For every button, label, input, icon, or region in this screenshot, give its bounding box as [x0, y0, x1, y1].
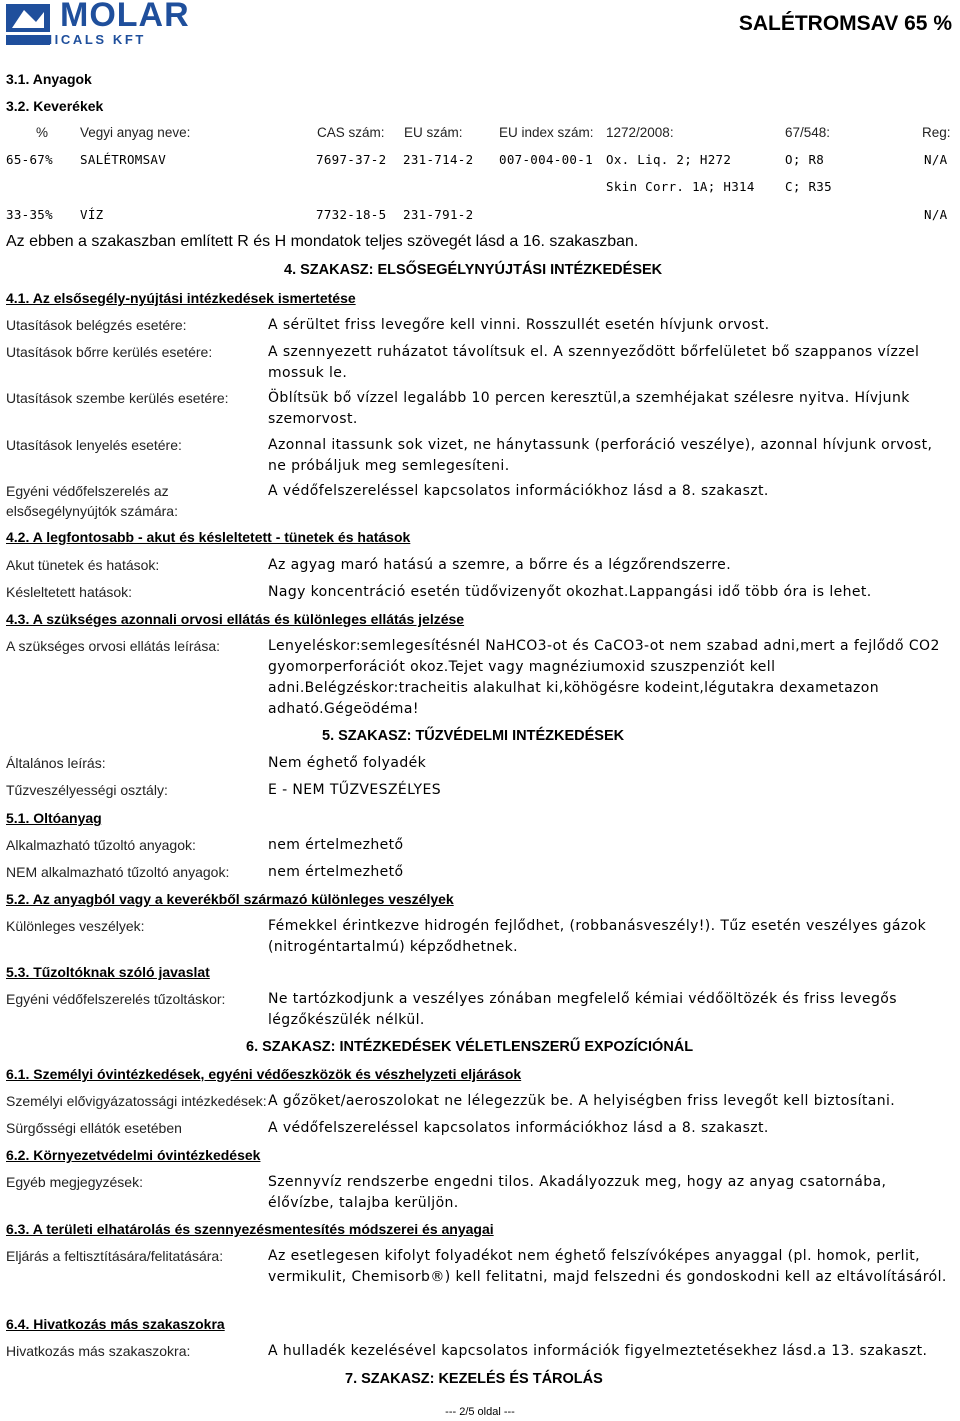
subsection-5-1: 5.1. Oltóanyag: [6, 810, 102, 826]
table-cell: N/A: [924, 152, 948, 167]
subsection-6-2: 6.2. Környezetvédelmi óvintézkedések: [6, 1147, 261, 1163]
table-cell: 7732-18-5: [316, 207, 387, 222]
company-logo: [4, 2, 226, 48]
table-cell: O; R8: [785, 152, 825, 167]
subsection-3-1: 3.1. Anyagok: [6, 71, 92, 87]
subsection-6-1: 6.1. Személyi óvintézkedések, egyéni védőeszközök és vészhelyzeti eljárások: [6, 1066, 522, 1082]
table-header: EU szám:: [404, 125, 463, 140]
first-aider-ppe-label: Egyéni védőfelszerelés az: [6, 483, 169, 499]
subsection-5-2: 5.2. Az anyagból vagy a keverékből származó különleges veszélyek: [6, 891, 454, 907]
eye-contact-value: Öblítsük bő vízzel legalább 10 percen keresztül,a szemhéjakat szélesre nyitva. Hívjunk szemorvost.: [268, 390, 910, 427]
subsection-5-3: 5.3. Tűzoltóknak szóló javaslat: [6, 964, 210, 980]
personal-precautions-value: A gőzöket/aeroszolokat ne lélegezzük be. A helyiségben friss levegőt kell biztosítani.: [268, 1093, 896, 1109]
table-cell: 33-35%: [6, 207, 53, 222]
table-cell: 65-67%: [6, 152, 53, 167]
cleanup-method-value: Az esetlegesen kifolyt folyadékot nem éghető felszívóképes anyaggal (pl. homok, perlit, vermikulit, Chemisorb®) kell felitatni, majd felszedni és gondoskodni kell az eltávolításáról.: [268, 1248, 947, 1285]
medical-care-label: A szükséges orvosi ellátás leírása:: [6, 638, 220, 654]
subsection-3-2: 3.2. Keverékek: [6, 98, 104, 114]
inhalation-label: Utasítások belégzés esetére:: [6, 317, 187, 333]
personal-precautions-label: Személyi elővigyázatossági intézkedések:: [6, 1093, 267, 1109]
section-7-title: 7. SZAKASZ: KEZELÉS ÉS TÁROLÁS: [345, 1371, 603, 1387]
section-16-note: Az ebben a szakaszban említett R és H mondatok teljes szövegét lásd a 16. szakaszban.: [6, 233, 639, 250]
subsection-4-3: 4.3. A szükséges azonnali orvosi ellátás és különleges ellátás jelzése: [6, 611, 465, 627]
acute-effects-value: Az agyag maró hatású a szemre, a bőrre és a légzőrendszerre.: [268, 557, 732, 573]
general-description-value: Nem éghető folyadék: [268, 755, 427, 771]
fire-class-value: E - NEM TŰZVESZÉLYES: [268, 782, 442, 798]
document-title: SALÉTROMSAV 65 %: [738, 12, 952, 35]
skin-contact-label: Utasítások bőrre kerülés esetére:: [6, 344, 213, 360]
reference-sections-value: A hulladék kezelésével kapcsolatos információk figyelmeztetésekhez lásd.a 13. szakaszt.: [268, 1343, 928, 1359]
subsection-6-4: 6.4. Hivatkozás más szakaszokra: [6, 1316, 225, 1332]
first-aider-ppe-value: A védőfelszereléssel kapcsolatos információkhoz lásd a 8. szakaszt.: [268, 483, 769, 499]
section-4-title: 4. SZAKASZ: ELSŐSEGÉLYNYÚJTÁSI INTÉZKEDÉSEK: [284, 262, 663, 278]
firefighter-ppe-label: Egyéni védőfelszerelés tűzoltáskor:: [6, 991, 226, 1007]
table-cell: 231-791-2: [403, 207, 474, 222]
logo-text-secondary: CHEMICALS KFT: [6, 32, 146, 47]
subsection-4-2: 4.2. A legfontosabb - akut és késleltetett - tünetek és hatások: [6, 529, 411, 545]
table-cell: Ox. Liq. 2; H272: [606, 152, 732, 167]
emergency-responders-label: Sürgősségi ellátók esetében: [6, 1120, 182, 1136]
table-header: Reg:: [922, 125, 951, 140]
medical-care-value: Lenyeléskor:semlegesítésnél NaHCO3-ot és CaCO3-ot nem szabad adni,mert a fejlődő CO2 gyomorperforációt okoz.Tejet vagy magnéziumoxid szuszpenziót kell adni.Belégzéskor:tracheitis alakulhat ki,köhögésre kodeint,légutakra dexametazon adható.Gégeödéma!: [268, 638, 940, 717]
delayed-effects-value: Nagy koncentráció esetén tüdővizenyőt okozhat.Lappangási idő több óra is lehet.: [268, 584, 872, 600]
emergency-responders-value: A védőfelszereléssel kapcsolatos információkhoz lásd a 8. szakaszt.: [268, 1120, 769, 1136]
table-header: Vegyi anyag neve:: [80, 125, 191, 140]
first-aider-ppe-label-line2: elsősegélynyújtók számára:: [6, 503, 178, 519]
table-cell: 007-004-00-1: [499, 152, 593, 167]
inhalation-value: A sérültet friss levegőre kell vinni. Rosszullét esetén hívjunk orvost.: [268, 317, 770, 333]
acute-effects-label: Akut tünetek és hatások:: [6, 557, 160, 573]
ingestion-label: Utasítások lenyelés esetére:: [6, 437, 182, 453]
general-description-label: Általános leírás:: [6, 755, 106, 771]
unsuitable-media-value: nem értelmezhető: [268, 864, 404, 880]
special-hazards-label: Különleges veszélyek:: [6, 918, 145, 934]
cleanup-method-label: Eljárás a feltisztítására/felitatására:: [6, 1248, 224, 1264]
table-header: %: [36, 125, 49, 140]
fire-class-label: Tűzveszélyességi osztály:: [6, 782, 168, 798]
logo-text-primary: MOLAR: [60, 0, 190, 34]
table-cell: 7697-37-2: [316, 152, 387, 167]
table-cell: 231-714-2: [403, 152, 474, 167]
table-cell: Skin Corr. 1A; H314: [606, 179, 755, 194]
firefighter-ppe-value: Ne tartózkodjunk a veszélyes zónában megfelelő kémiai védőöltözék és friss levegős légzőkészülék nélkül.: [268, 991, 897, 1028]
eye-contact-label: Utasítások szembe kerülés esetére:: [6, 390, 229, 406]
unsuitable-media-label: NEM alkalmazható tűzoltó anyagok:: [6, 864, 230, 880]
subsection-6-3: 6.3. A területi elhatárolás és szennyezésmentesítés módszerei és anyagai: [6, 1221, 494, 1237]
table-header: EU index szám:: [499, 125, 594, 140]
reference-sections-label: Hivatkozás más szakaszokra:: [6, 1343, 191, 1359]
table-cell: C; R35: [785, 179, 832, 194]
section-5-title: 5. SZAKASZ: TŰZVÉDELMI INTÉZKEDÉSEK: [322, 728, 625, 744]
ingestion-value: Azonnal itassunk sok vizet, ne hánytassunk (perforáció veszélye), azonnal hívjunk orvost, ne próbáljuk meg semlegesíteni.: [268, 437, 933, 474]
table-header: 1272/2008:: [606, 125, 674, 140]
table-cell: VÍZ: [80, 207, 104, 222]
suitable-media-label: Alkalmazható tűzoltó anyagok:: [6, 837, 196, 853]
suitable-media-value: nem értelmezhető: [268, 837, 404, 853]
subsection-4-1: 4.1. Az elsősegély-nyújtási intézkedések ismertetése: [6, 290, 356, 306]
section-6-title: 6. SZAKASZ: INTÉZKEDÉSEK VÉLETLENSZERŰ EXPOZÍCIÓNÁL: [246, 1039, 694, 1055]
special-hazards-value: Fémekkel érintkezve hidrogén fejlődhet, (robbanásveszély!). Tűz esetén veszélyes gázok (nitrogéntartalmú) képződhetnek.: [268, 918, 927, 955]
other-notes-value: Szennyvíz rendszerbe engedni tilos. Akadályozzuk meg, hogy az anyag csatornába, élővízbe, talajba kerüljön.: [268, 1174, 887, 1211]
other-notes-label: Egyéb megjegyzések:: [6, 1174, 143, 1190]
table-cell: SALÉTROMSAV: [80, 152, 167, 167]
table-header: CAS szám:: [317, 125, 385, 140]
page-number: --- 2/5 oldal ---: [445, 1406, 515, 1418]
table-header: 67/548:: [785, 125, 831, 140]
skin-contact-value: A szennyezett ruházatot távolítsuk el. A szennyeződött bőrfelületet bő szappanos vízzel mossuk le.: [268, 344, 920, 381]
delayed-effects-label: Késleltetett hatások:: [6, 584, 133, 600]
table-cell: N/A: [924, 207, 948, 222]
